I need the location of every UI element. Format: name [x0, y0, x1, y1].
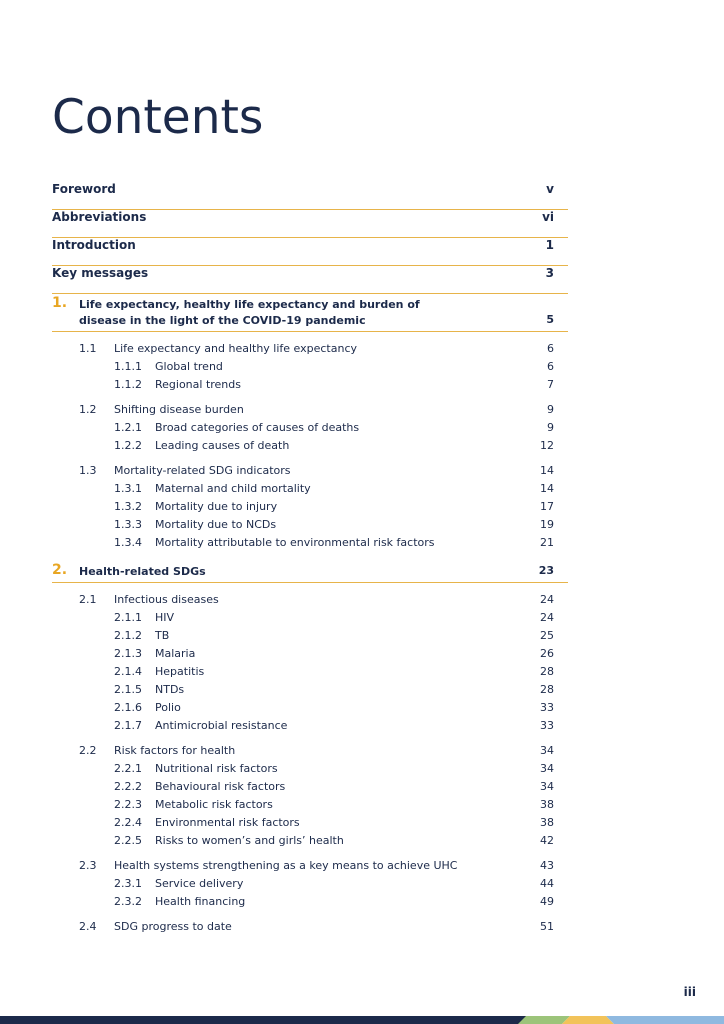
subsection-page: 6 [547, 360, 554, 373]
toc-subsection-1-2-1[interactable] [52, 421, 568, 437]
subsection-label: Regional trends [155, 378, 241, 391]
page-title: Contents [52, 90, 264, 145]
subsection-label: Nutritional risk factors [155, 762, 278, 775]
toc-subsection-2-1-6[interactable] [52, 701, 568, 717]
subsection-number: 2.2.2 [114, 780, 142, 793]
subsection-label: Mortality due to NCDs [155, 518, 277, 531]
toc-entry-label: Introduction [52, 238, 136, 252]
chapter-title-line2: disease in the light of the COVID-19 pandemic [79, 314, 366, 327]
subsection-label: Antimicrobial resistance [155, 719, 288, 732]
toc-section-1-3[interactable] [52, 464, 568, 480]
subsection-label: Hepatitis [155, 665, 205, 678]
chapter-number: 2. [52, 562, 68, 578]
subsection-number: 1.1.2 [114, 378, 142, 391]
subsection-number: 2.2.5 [114, 834, 142, 847]
toc-subsection-2-1-7[interactable] [52, 719, 568, 735]
section-page: 6 [547, 342, 554, 355]
section-number: 2.3 [79, 859, 97, 872]
subsection-number: 2.3.2 [114, 895, 142, 908]
toc-entry-foreword[interactable] [52, 182, 568, 210]
section-number: 2.1 [79, 593, 97, 606]
subsection-number: 2.3.1 [114, 877, 142, 890]
footer-blue-segment [606, 1016, 724, 1024]
subsection-label: Environmental risk factors [155, 816, 300, 829]
subsection-label: Mortality due to injury [155, 500, 278, 513]
subsection-number: 1.2.2 [114, 439, 142, 452]
footer-yellow-segment [562, 1016, 614, 1024]
subsection-page: 26 [540, 647, 554, 660]
subsection-page: 28 [540, 683, 554, 696]
toc-entry-introduction[interactable] [52, 238, 568, 266]
toc-subsection-1-3-4[interactable] [52, 536, 568, 552]
chapter-page: 23 [538, 564, 554, 577]
section-page: 14 [540, 464, 554, 477]
toc-entry-abbreviations[interactable] [52, 210, 568, 238]
subsection-page: 7 [547, 378, 554, 391]
toc-subsection-2-3-1[interactable] [52, 877, 568, 893]
section-label: Life expectancy and healthy life expectancy [114, 342, 358, 355]
toc-subsection-2-2-5[interactable] [52, 834, 568, 850]
subsection-page: 33 [540, 701, 554, 714]
subsection-label: Behavioural risk factors [155, 780, 286, 793]
subsection-number: 1.3.3 [114, 518, 142, 531]
subsection-page: 17 [540, 500, 554, 513]
subsection-number: 2.1.2 [114, 629, 142, 642]
subsection-label: Health financing [155, 895, 246, 908]
chapter-title-line1: Health-related SDGs [79, 565, 206, 578]
subsection-label: HIV [155, 611, 175, 624]
toc-chapter-2[interactable] [52, 564, 568, 583]
toc-entry-page: v [546, 182, 554, 196]
subsection-page: 44 [540, 877, 554, 890]
subsection-label: Maternal and child mortality [155, 482, 311, 495]
toc-subsection-1-2-2[interactable] [52, 439, 568, 455]
footer-green-segment [518, 1016, 570, 1024]
section-number: 2.4 [79, 920, 97, 933]
toc-subsection-2-1-2[interactable] [52, 629, 568, 645]
toc-entry-page: vi [542, 210, 554, 224]
section-label: Mortality-related SDG indicators [114, 464, 291, 477]
subsection-label: Global trend [155, 360, 223, 373]
toc-section-2-2[interactable] [52, 744, 568, 760]
subsection-number: 2.1.1 [114, 611, 142, 624]
section-label: Shifting disease burden [114, 403, 244, 416]
subsection-number: 2.1.5 [114, 683, 142, 696]
subsection-page: 28 [540, 665, 554, 678]
section-page: 24 [540, 593, 554, 606]
subsection-page: 24 [540, 611, 554, 624]
subsection-label: Mortality attributable to environmental risk factors [155, 536, 435, 549]
section-number: 1.1 [79, 342, 97, 355]
section-page: 51 [540, 920, 554, 933]
subsection-page: 9 [547, 421, 554, 434]
toc-section-2-1[interactable] [52, 593, 568, 609]
subsection-number: 1.3.1 [114, 482, 142, 495]
toc-section-2-3[interactable] [52, 859, 568, 875]
subsection-page: 14 [540, 482, 554, 495]
footer-color-bar [0, 1016, 724, 1024]
subsection-page: 19 [540, 518, 554, 531]
subsection-label: Metabolic risk factors [155, 798, 273, 811]
toc-subsection-2-2-3[interactable] [52, 798, 568, 814]
toc-subsection-2-2-1[interactable] [52, 762, 568, 778]
subsection-number: 1.1.1 [114, 360, 142, 373]
toc-subsection-2-2-2[interactable] [52, 780, 568, 796]
toc-entry-page: 1 [545, 238, 554, 252]
toc-entry-label: Key messages [52, 266, 149, 280]
toc-entry-page: 3 [545, 266, 554, 280]
subsection-number: 2.1.7 [114, 719, 142, 732]
section-label: Health systems strengthening as a key means to achieve UHC [114, 859, 458, 872]
subsection-page: 25 [540, 629, 554, 642]
subsection-number: 2.1.4 [114, 665, 142, 678]
chapter-title-line1: Life expectancy, healthy life expectancy and burden of [79, 298, 420, 311]
subsection-page: 12 [540, 439, 554, 452]
chapter-number: 1. [52, 295, 68, 311]
toc-section-1-2[interactable] [52, 403, 568, 419]
toc-subsection-1-3-1[interactable] [52, 482, 568, 498]
subsection-number: 2.1.3 [114, 647, 142, 660]
subsection-number: 1.3.2 [114, 500, 142, 513]
subsection-number: 2.2.3 [114, 798, 142, 811]
toc-subsection-2-1-3[interactable] [52, 647, 568, 663]
subsection-number: 1.2.1 [114, 421, 142, 434]
toc-subsection-1-1-1[interactable] [52, 360, 568, 376]
subsection-page: 33 [540, 719, 554, 732]
toc-subsection-1-1-2[interactable] [52, 378, 568, 394]
subsection-number: 2.2.1 [114, 762, 142, 775]
toc-entry-key-messages[interactable] [52, 266, 568, 294]
subsection-number: 2.2.4 [114, 816, 142, 829]
subsection-label: Malaria [155, 647, 196, 660]
section-number: 1.2 [79, 403, 97, 416]
footer-navy-segment [0, 1016, 530, 1024]
page-number: iii [683, 985, 696, 999]
subsection-page: 34 [540, 780, 554, 793]
section-label: Infectious diseases [114, 593, 219, 606]
toc-chapter-1[interactable] [52, 297, 568, 332]
toc-subsection-2-1-4[interactable] [52, 665, 568, 681]
toc-section-1-1[interactable] [52, 342, 568, 358]
subsection-label: NTDs [155, 683, 185, 696]
section-page: 9 [547, 403, 554, 416]
subsection-page: 42 [540, 834, 554, 847]
subsection-label: Broad categories of causes of deaths [155, 421, 360, 434]
section-number: 2.2 [79, 744, 97, 757]
section-label: Risk factors for health [114, 744, 236, 757]
toc-section-2-4[interactable] [52, 920, 568, 936]
toc-subsection-2-3-2[interactable] [52, 895, 568, 911]
subsection-page: 49 [540, 895, 554, 908]
section-page: 43 [540, 859, 554, 872]
subsection-label: TB [155, 629, 170, 642]
subsection-page: 21 [540, 536, 554, 549]
subsection-page: 38 [540, 798, 554, 811]
section-number: 1.3 [79, 464, 97, 477]
subsection-number: 2.1.6 [114, 701, 142, 714]
subsection-page: 34 [540, 762, 554, 775]
section-page: 34 [540, 744, 554, 757]
subsection-label: Leading causes of death [155, 439, 290, 452]
toc-subsection-1-3-2[interactable] [52, 500, 568, 516]
toc-subsection-2-2-4[interactable] [52, 816, 568, 832]
toc-subsection-1-3-3[interactable] [52, 518, 568, 534]
subsection-label: Polio [155, 701, 181, 714]
section-label: SDG progress to date [114, 920, 232, 933]
subsection-page: 38 [540, 816, 554, 829]
chapter-page: 5 [546, 313, 554, 326]
subsection-label: Service delivery [155, 877, 244, 890]
subsection-number: 1.3.4 [114, 536, 142, 549]
subsection-label: Risks to women’s and girls’ health [155, 834, 344, 847]
toc-subsection-2-1-5[interactable] [52, 683, 568, 699]
toc-entry-label: Foreword [52, 182, 116, 196]
toc-entry-label: Abbreviations [52, 210, 147, 224]
toc-subsection-2-1-1[interactable] [52, 611, 568, 627]
